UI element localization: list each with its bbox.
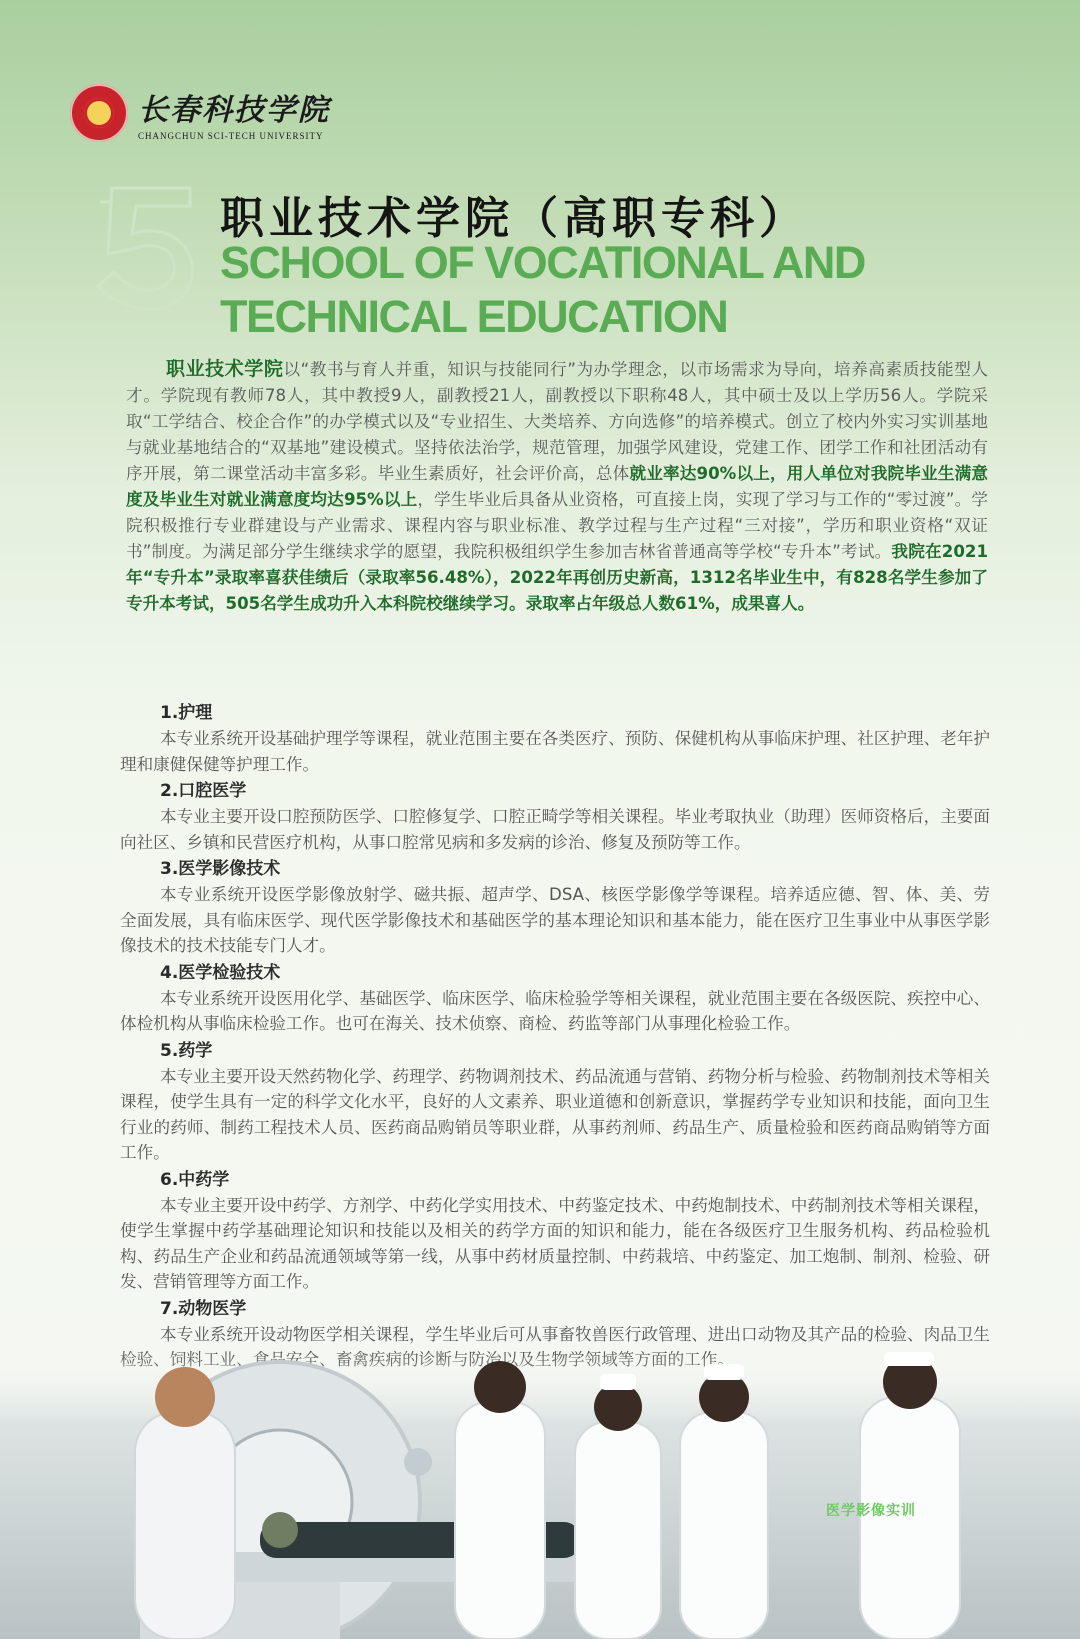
major-title: 7.动物医学 bbox=[160, 1298, 247, 1319]
majors-list bbox=[120, 700, 990, 1374]
major-item bbox=[120, 960, 990, 1037]
section-title-en bbox=[220, 236, 865, 344]
major-title: 6.中药学 bbox=[160, 1169, 230, 1190]
major-desc: 本专业系统开设基础护理学等课程，就业范围主要在各类医疗、预防、保健机构从事临床护理、社区护理、老年护理和康健保健等护理工作。 bbox=[120, 729, 990, 774]
training-photo bbox=[0, 1352, 1080, 1639]
photo-caption: 医学影像实训 bbox=[826, 1503, 916, 1519]
section-title-en-line1: SCHOOL OF VOCATIONAL AND bbox=[220, 237, 865, 288]
major-item bbox=[120, 778, 990, 855]
major-item bbox=[120, 856, 990, 959]
school-logo bbox=[70, 84, 330, 142]
major-title: 4.医学检验技术 bbox=[160, 962, 281, 983]
major-desc: 本专业系统开设医学影像放射学、磁共振、超声学、DSA、核医学影像学等课程。培养适应德、智、体、美、劳全面发展，具有临床医学、现代医学影像技术和基础医学的基本理论知识和基本能力，能在医疗卫生事业中从事医学影像技术的技术技能专门人才。 bbox=[120, 885, 990, 955]
major-item bbox=[120, 1038, 990, 1166]
section-title-cn: 职业技术学院（高职专科） bbox=[220, 193, 808, 244]
section-title-en-line2: TECHNICAL EDUCATION bbox=[220, 291, 728, 342]
intro-lead: 职业技术学院 bbox=[166, 358, 284, 380]
intro-paragraph bbox=[126, 356, 988, 617]
major-title: 3.医学影像技术 bbox=[160, 859, 281, 879]
major-title: 2.口腔医学 bbox=[160, 781, 247, 801]
school-name-cn: 长春科技学院 bbox=[138, 93, 330, 128]
section-number-outline bbox=[92, 182, 202, 312]
major-desc: 本专业主要开设中药学、方剂学、中药化学实用技术、中药鉴定技术、中药炮制技术、中药制剂技术等相关课程，使学生掌握中药学基础理论知识和技能以及相关的药学方面的知识和能力，能在各级医疗卫生服务机构、药品检验机构、药品生产企业和药品流通领域等第一线，从事中药材质量控制、中药栽培、中药鉴定、加工炮制、制剂、检验、研发、营销管理等方面工作。 bbox=[120, 1195, 990, 1291]
major-desc: 本专业系统开设医用化学、基础医学、临床医学、临床检验学等相关课程，就业范围主要在各级医院、疾控中心、体检机构从事临床检验工作。也可在海关、技术侦察、商检、药监等部门从事理化检验工作。 bbox=[120, 988, 990, 1033]
major-title: 1.护理 bbox=[160, 703, 213, 723]
major-item bbox=[120, 700, 990, 777]
major-desc: 本专业主要开设口腔预防医学、口腔修复学、口腔正畸学等相关课程。毕业考取执业（助理）医师资格后，主要面向社区、乡镇和民营医疗机构，从事口腔常见病和多发病的诊治、修复及预防等工作。 bbox=[120, 807, 990, 852]
intro-text-1: 以“教书与育人并重，知识与技能同行”为办学理念，以市场需求为导向，培养高素质技能型人才。学院现有教师78人，其中教授9人，副教授21人，副教授以下职称48人，其中硕士及以上学历56人。学院采取“工学结合、校企合作”的办学模式以及“专业招生、大类培养、方向选修”的培养模式。创立了校内外实习实训基地与就业基地结合的“双基地”建设模式。坚持依法治学，规范管理，加强学风建设，党建工作、团学工作和社团活动有序开展，第二课堂活动丰富多彩。毕业生素质好，社会评价高，总体 bbox=[126, 360, 988, 483]
intro-highlight-2: 我院在2021年“专升本”录取率喜获佳绩后（录取率56.48%），2022年再创历史新高，1312名毕业生中，有828名学生参加了专升本考试，505名学生成功升入本科院校继续学习。录取率占年级总人数61%，成果喜人。 bbox=[126, 542, 988, 613]
intro-highlight-1: 就业率达90%以上，用人单位对我院毕业生满意度及毕业生对就业满意度均达95%以上 bbox=[126, 464, 988, 509]
major-desc: 本专业主要开设天然药物化学、药理学、药物调剂技术、药品流通与营销、药物分析与检验、药物制剂技术等相关课程，使学生具有一定的科学文化水平，良好的人文素养、职业道德和创新意识，掌握药学专业知识和技能，面向卫生行业的药师、制药工程技术人员、医药商品购销员等职业群，从事药剂师、药品生产、质量检验和医药商品购销等方面工作。 bbox=[120, 1066, 990, 1162]
major-title: 5.药学 bbox=[160, 1040, 213, 1061]
school-seal-icon bbox=[70, 84, 128, 142]
school-name-en: CHANGCHUN SCI-TECH UNIVERSITY bbox=[138, 131, 324, 141]
major-desc: 本专业系统开设动物医学相关课程，学生毕业后可从事畜牧兽医行政管理、进出口动物及其产品的检验、肉品卫生 bbox=[160, 1324, 990, 1344]
major-item bbox=[120, 1167, 990, 1295]
intro-text-2: ，学生毕业后具备从业资格，可直接上岗，实现了学习与工作的“零过渡”。学院积极推行专业群建设与产业需求、课程内容与职业标准、教学过程与生产过程“三对接”，学历和职业资格“双证书”制度。为满足部分学生继续求学的愿望，我院积极组织学生参加吉林省普通高等学校“专升本”考试。 bbox=[126, 490, 988, 561]
